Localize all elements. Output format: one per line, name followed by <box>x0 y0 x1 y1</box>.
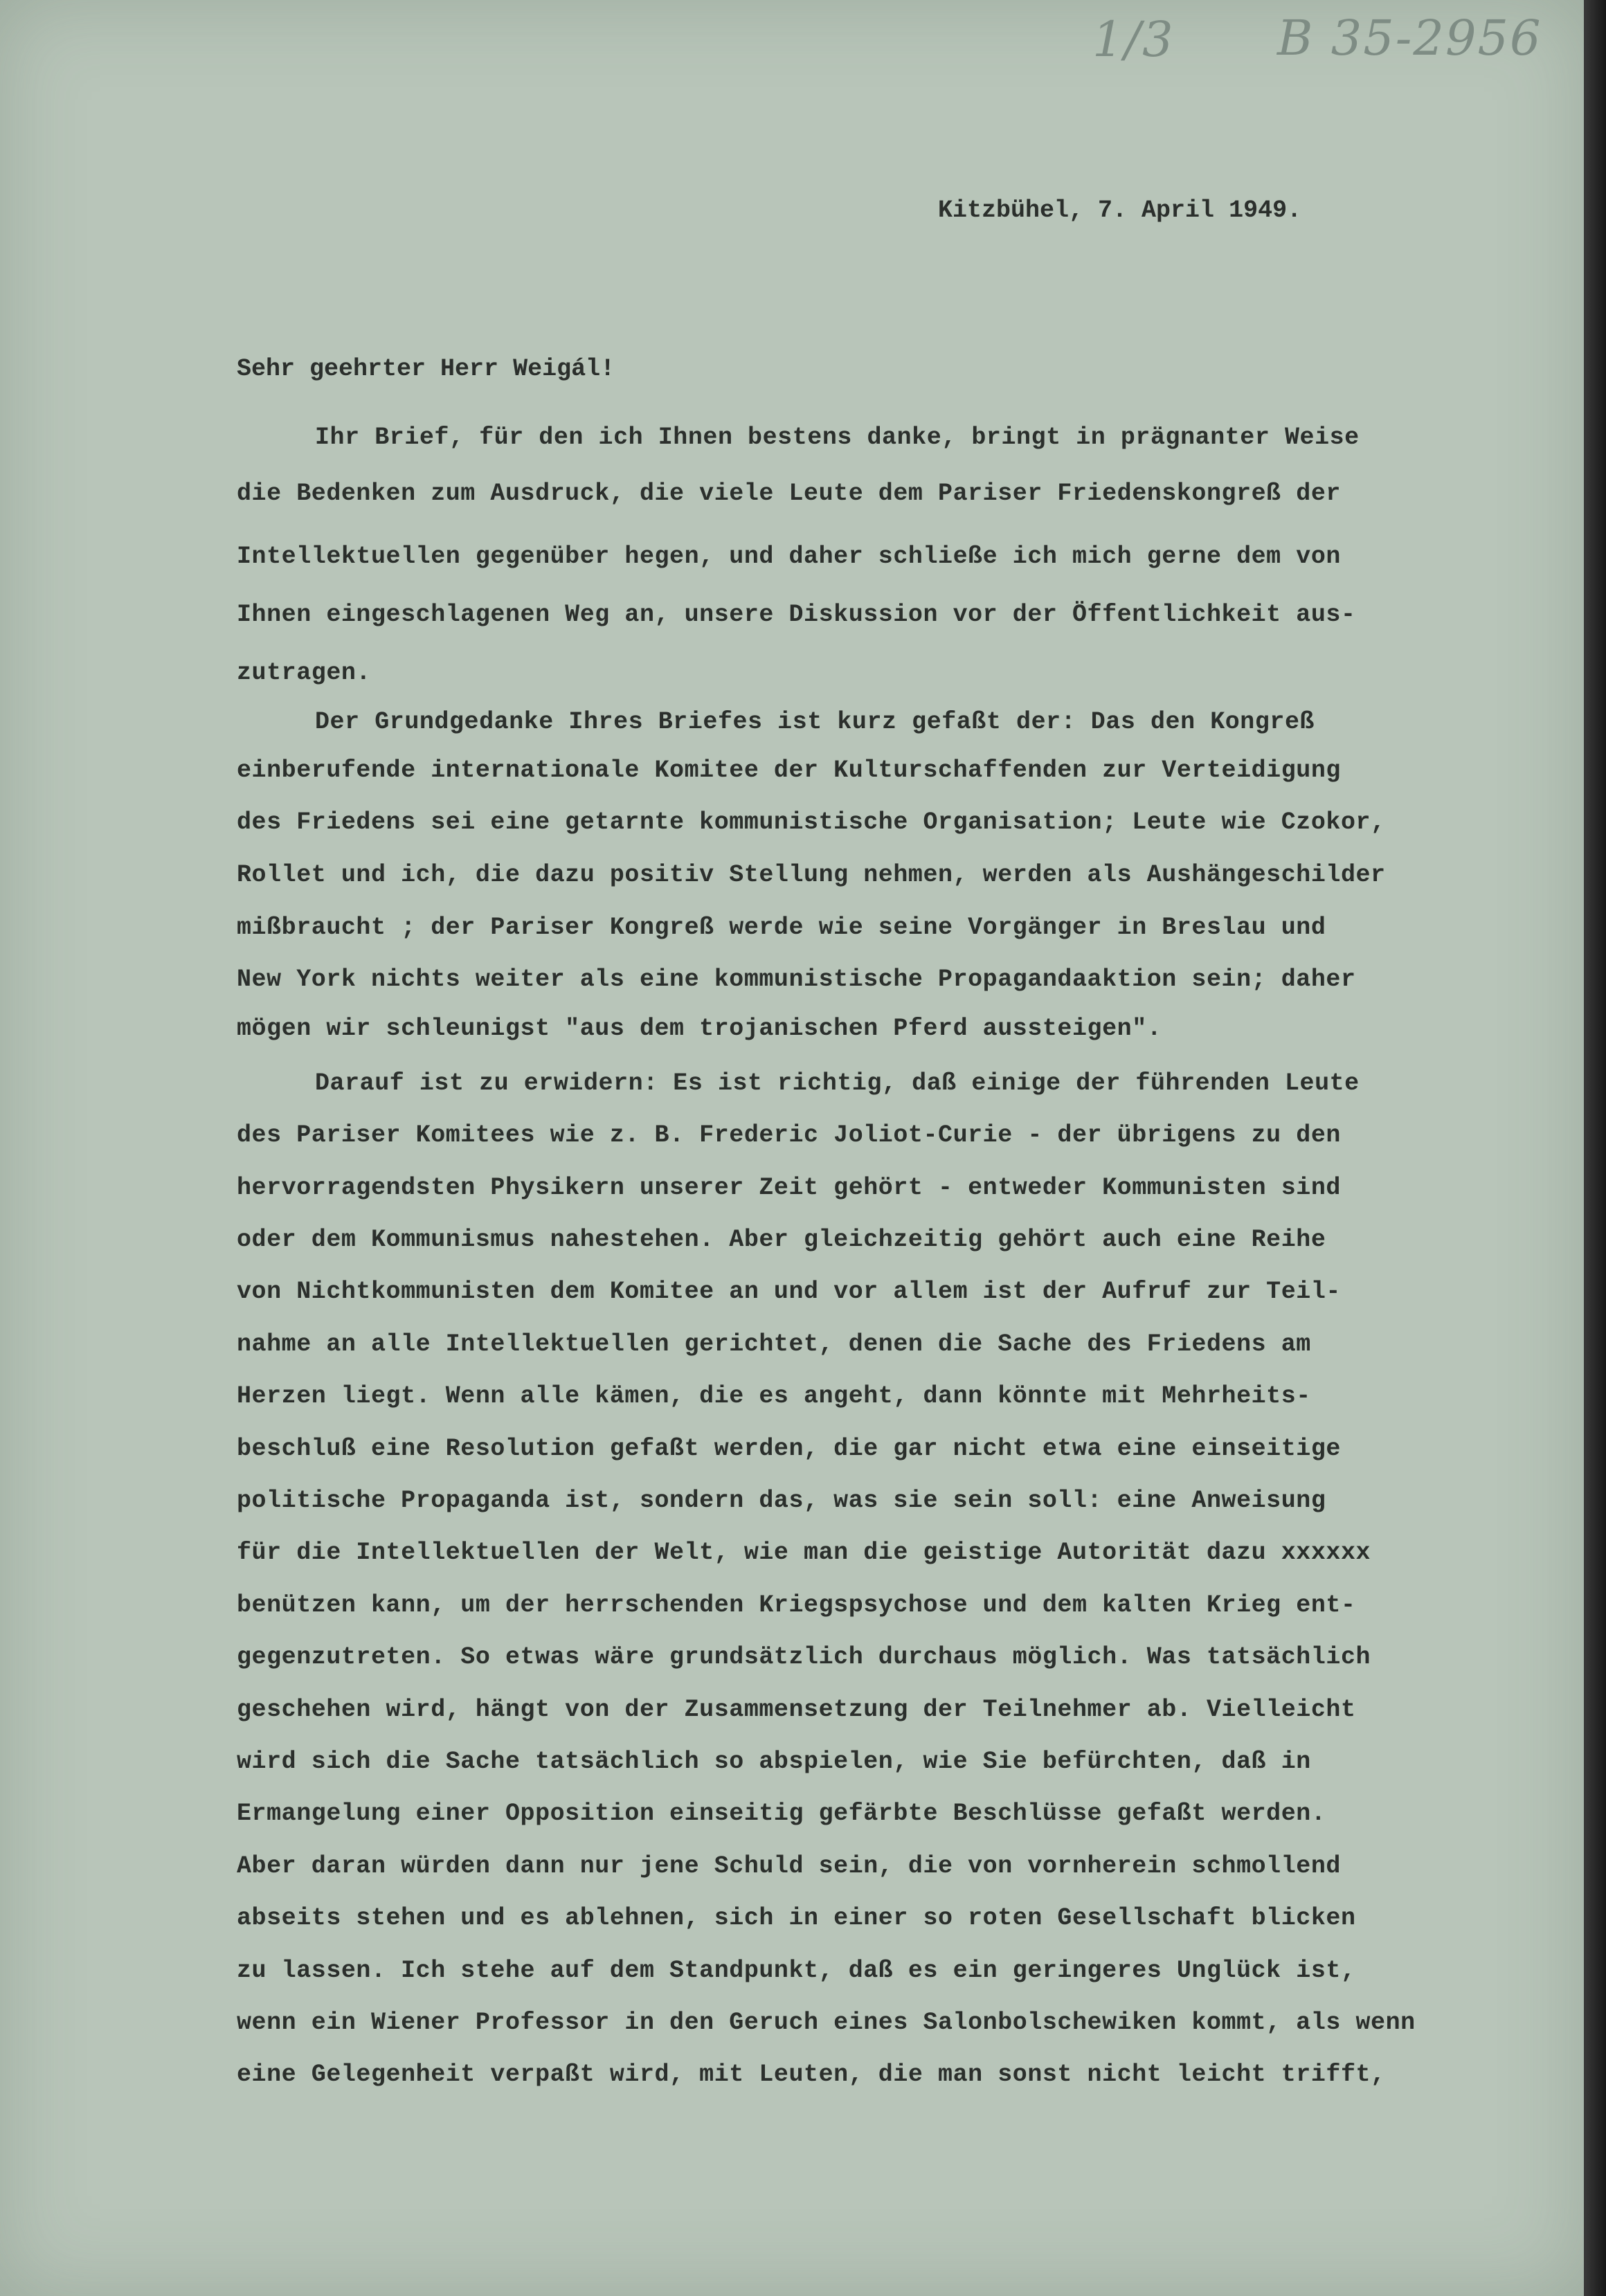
body-line: benützen kann, um der herrschenden Kriegspsychose und dem kalten Krieg ent- <box>237 1591 1356 1619</box>
body-line: Herzen liegt. Wenn alle kämen, die es angeht, dann könnte mit Mehrheits- <box>237 1382 1311 1410</box>
body-line: beschluß eine Resolution gefaßt werden, die gar nicht etwa eine einseitige <box>237 1435 1341 1463</box>
body-line: wird sich die Sache tatsächlich so abspielen, wie Sie befürchten, daß in <box>237 1748 1311 1775</box>
body-line: gegenzutreten. So etwas wäre grundsätzlich durchaus möglich. Was tatsächlich <box>237 1643 1371 1671</box>
body-line: wenn ein Wiener Professor in den Geruch eines Salonbolschewiken kommt, als wenn <box>237 2009 1416 2036</box>
body-line: eine Gelegenheit verpaßt wird, mit Leuten, die man sonst nicht leicht trifft, <box>237 2061 1386 2088</box>
body-line: Ihnen eingeschlagenen Weg an, unsere Diskussion vor der Öffentlichkeit aus- <box>237 601 1356 629</box>
letter-salutation: Sehr geehrter Herr Weigál! <box>237 355 615 383</box>
body-line: geschehen wird, hängt von der Zusammensetzung der Teilnehmer ab. Vielleicht <box>237 1696 1356 1724</box>
body-line: die Bedenken zum Ausdruck, die viele Leute dem Pariser Friedenskongreß der <box>237 480 1341 507</box>
body-line: politische Propaganda ist, sondern das, was sie sein soll: eine Anweisung <box>237 1487 1326 1515</box>
body-line: einberufende internationale Komitee der Kulturschaffenden zur Verteidigung <box>237 757 1341 784</box>
body-line: hervorragendsten Physikern unserer Zeit gehört - entweder Kommunisten sind <box>237 1174 1341 1202</box>
body-line: mißbraucht ; der Pariser Kongreß werde wie seine Vorgänger in Breslau und <box>237 914 1326 941</box>
body-line: nahme an alle Intellektuellen gerichtet, denen die Sache des Friedens am <box>237 1330 1311 1358</box>
body-line: zutragen. <box>237 659 371 687</box>
handwritten-folio-number: 1/3 <box>1092 11 1175 68</box>
body-line: Ermangelung einer Opposition einseitig gefärbte Beschlüsse gefaßt werden. <box>237 1800 1326 1827</box>
body-line: New York nichts weiter als eine kommunistische Propagandaaktion sein; daher <box>237 966 1356 993</box>
body-line: Aber daran würden dann nur jene Schuld sein, die von vornherein schmollend <box>237 1852 1341 1880</box>
body-line: von Nichtkommunisten dem Komitee an und vor allem ist der Aufruf zur Teil- <box>237 1278 1341 1305</box>
body-line: Der Grundgedanke Ihres Briefes ist kurz gefaßt der: Das den Kongreß <box>315 708 1315 736</box>
body-line: des Friedens sei eine getarnte kommunistische Organisation; Leute wie Czokor, <box>237 808 1386 836</box>
body-line: Darauf ist zu erwidern: Es ist richtig, daß einige der führenden Leute <box>315 1069 1360 1097</box>
letter-date-line: Kitzbühel, 7. April 1949. <box>938 197 1302 224</box>
body-line: Intellektuellen gegenüber hegen, und daher schließe ich mich gerne dem von <box>237 543 1341 570</box>
handwritten-archive-number: B 35-2956 <box>1277 10 1542 66</box>
body-line: Rollet und ich, die dazu positiv Stellung nehmen, werden als Aushängeschilder <box>237 861 1386 889</box>
body-line: für die Intellektuellen der Welt, wie man die geistige Autorität dazu xxxxxx <box>237 1539 1371 1566</box>
scan-border <box>1584 0 1606 2296</box>
body-line: Ihr Brief, für den ich Ihnen bestens danke, bringt in prägnanter Weise <box>315 424 1360 451</box>
body-line: zu lassen. Ich stehe auf dem Standpunkt, daß es ein geringeres Unglück ist, <box>237 1957 1356 1985</box>
body-line: des Pariser Komitees wie z. B. Frederic Joliot-Curie - der übrigens zu den <box>237 1121 1341 1149</box>
body-line: oder dem Kommunismus nahestehen. Aber gleichzeitig gehört auch eine Reihe <box>237 1226 1326 1254</box>
body-line: abseits stehen und es ablehnen, sich in einer so roten Gesellschaft blicken <box>237 1904 1356 1932</box>
body-line: mögen wir schleunigst "aus dem trojanischen Pferd aussteigen". <box>237 1015 1162 1042</box>
